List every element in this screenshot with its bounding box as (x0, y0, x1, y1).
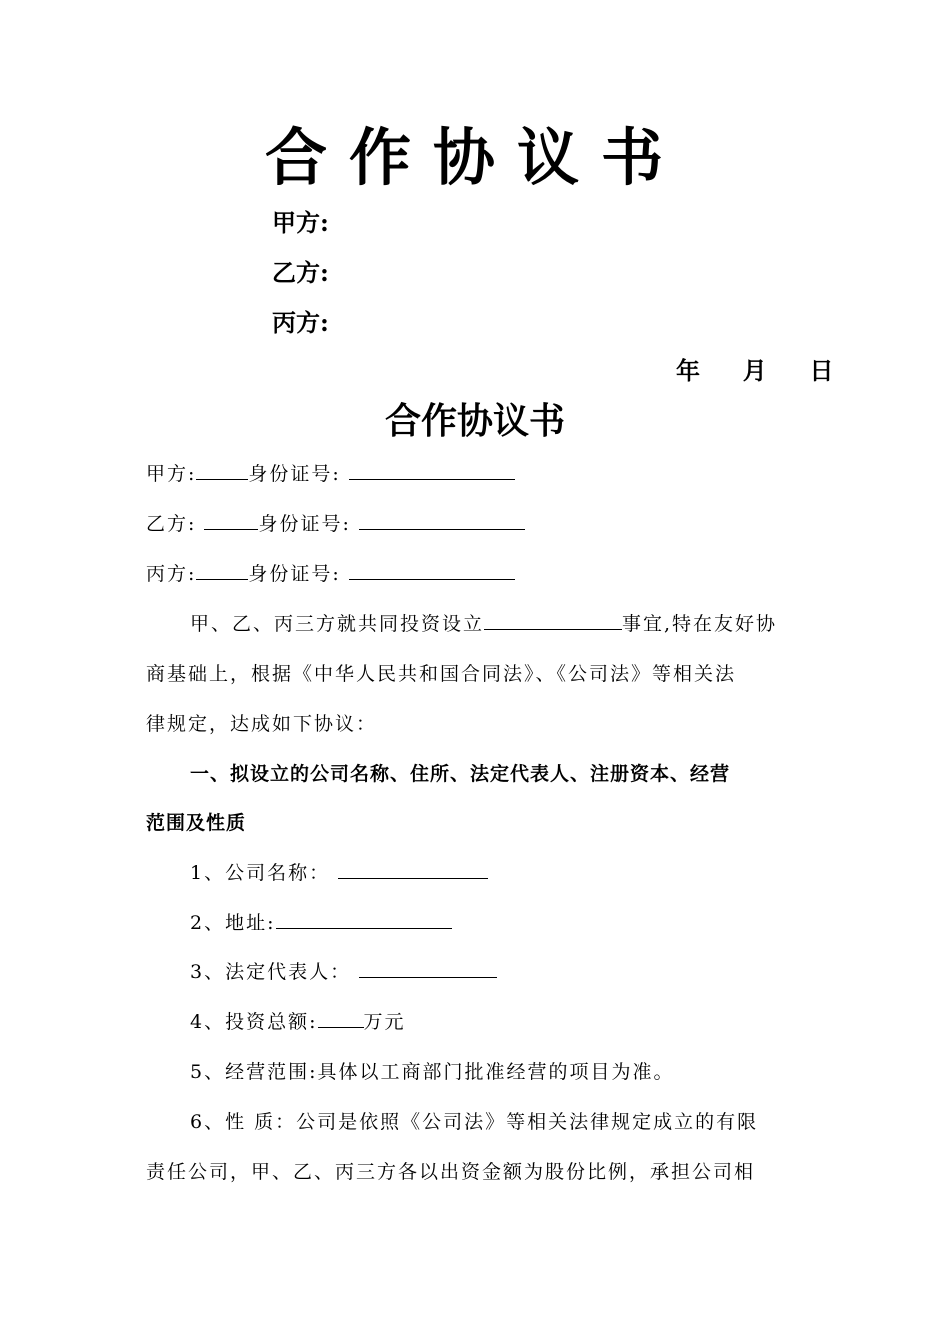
party-b-label: 乙方: (146, 513, 197, 535)
item-investment: 4、投资总额: 万元 (190, 1011, 406, 1033)
item-company-name: 1、公司名称： (190, 860, 488, 886)
intro-line-2: 商基础上，根据《中华人民共和国合同法》、《公司法》等相关法 (146, 663, 737, 685)
party-b-id-blank (359, 511, 525, 530)
party-c-id-blank (349, 561, 515, 580)
party-a-id-label: 身份证号: (248, 463, 341, 485)
date-year: 年 (676, 356, 700, 385)
intro-line-1: 甲、乙、丙三方就共同投资设立 事宜,特在友好协 (190, 613, 778, 635)
date-month: 月 (742, 356, 767, 385)
item-scope: 5、经营范围:具体以工商部门批准经营的项目为准。 (190, 1061, 675, 1083)
party-b-name-blank (204, 511, 258, 530)
item-address: 2、地址: (190, 910, 452, 936)
party-c-name-blank (196, 561, 248, 580)
company-purpose-blank (484, 611, 622, 630)
party-c-id-label: 身份证号: (248, 563, 341, 585)
cover-date (676, 356, 833, 386)
item-nature-line-1: 6、性 质：公司是依照《公司法》等相关法律规定成立的有限 (190, 1111, 759, 1133)
item-nature-line-2: 责任公司，甲、乙、丙三方各以出资金额为股份比例，承担公司相 (146, 1161, 756, 1183)
party-b-line (146, 511, 525, 537)
party-a-name-blank (196, 461, 248, 480)
item-legal-rep: 3、法定代表人： (190, 959, 497, 985)
party-c-line (146, 561, 515, 587)
party-a-line (146, 461, 515, 487)
address-blank (276, 910, 452, 929)
section-1-heading-line-2: 范围及性质 (146, 812, 247, 834)
date-day: 日 (809, 356, 834, 385)
cover-party-b: 乙方: (272, 258, 329, 287)
party-c-label: 丙方: (146, 563, 197, 585)
section-1-heading-line-1: 一、拟设立的公司名称、住所、法定代表人、注册资本、经营 (190, 763, 731, 785)
party-b-id-label: 身份证号: (258, 513, 351, 535)
investment-blank (318, 1009, 364, 1028)
legal-rep-blank (359, 959, 497, 978)
cover-title: 合作协议书 (264, 121, 685, 194)
party-a-id-blank (349, 461, 515, 480)
intro-line-3: 律规定，达成如下协议： (146, 713, 378, 735)
document-title: 合作协议书 (384, 400, 565, 442)
party-a-label: 甲方: (146, 463, 197, 485)
company-name-blank (338, 860, 488, 879)
cover-party-c: 丙方: (272, 308, 329, 337)
cover-party-a: 甲方: (272, 208, 329, 237)
